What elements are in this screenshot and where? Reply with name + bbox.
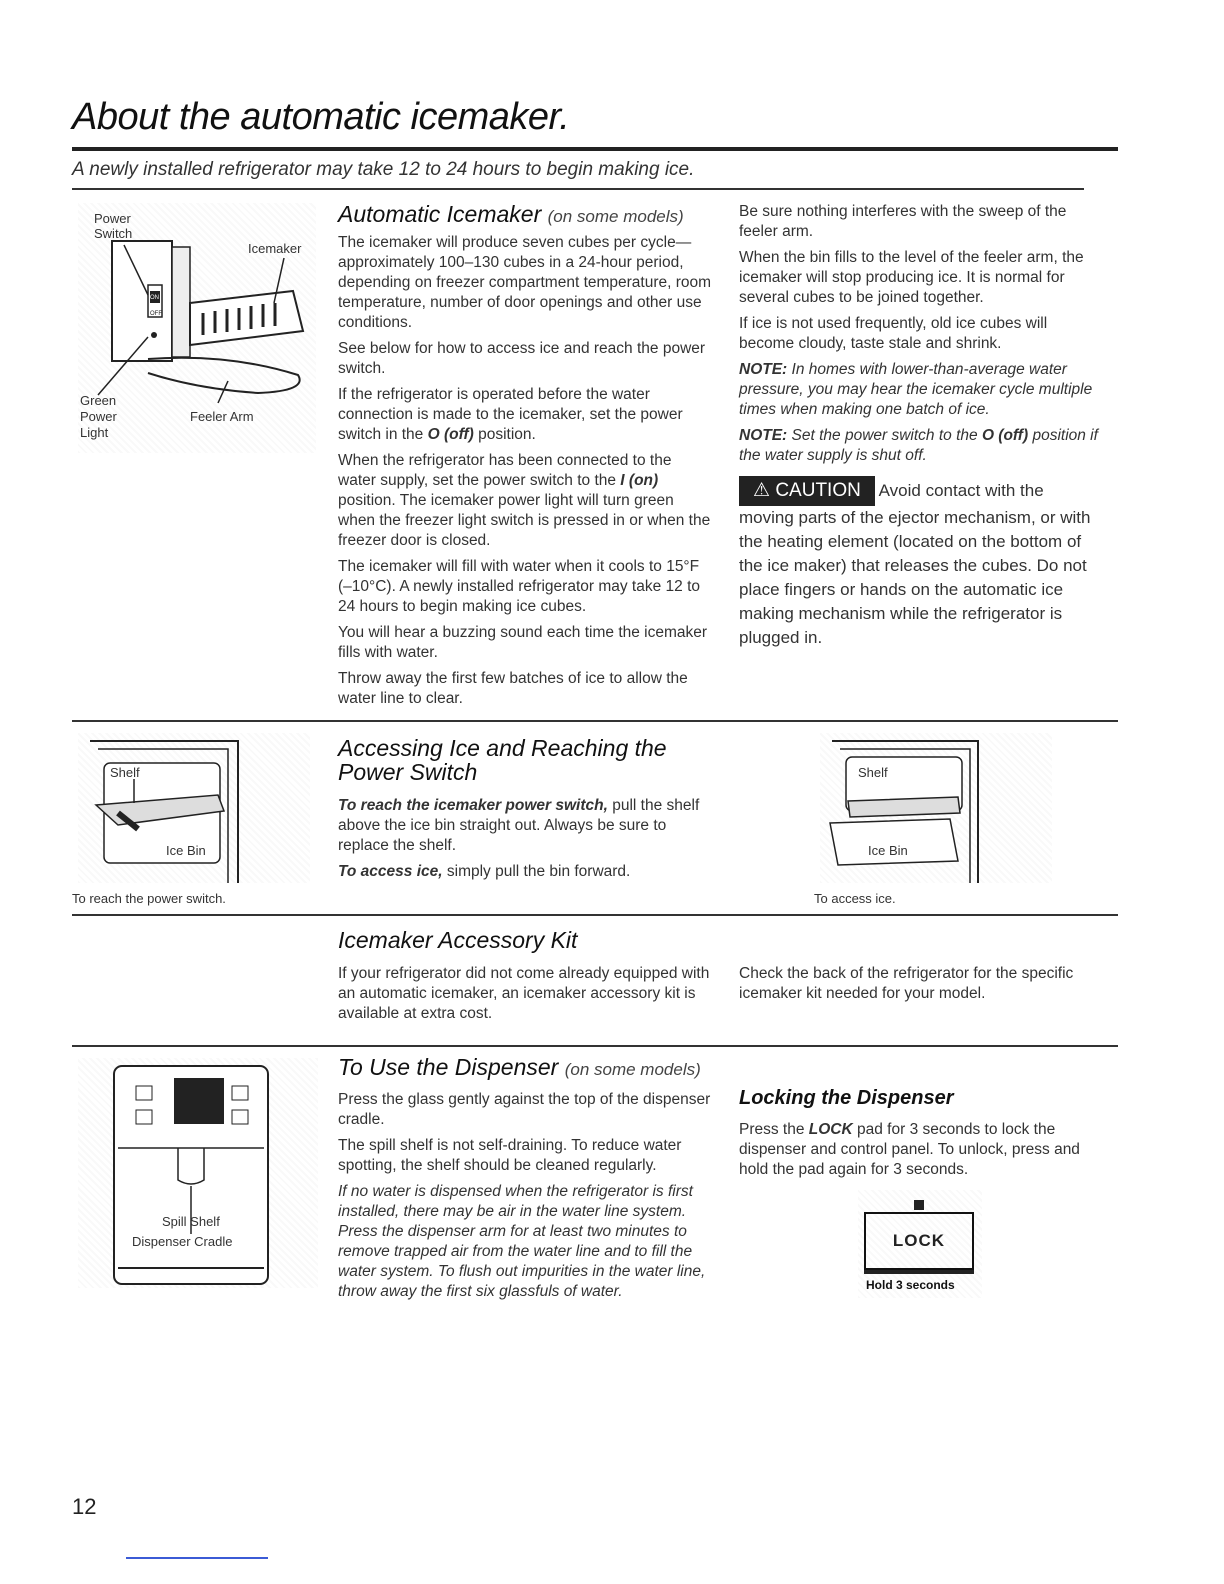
right-p2: When the bin fills to the level of the feeler arm, the icemaker will stop producing ice. It is normal for several cubes to be joined together. xyxy=(739,249,1084,306)
auto-p3 xyxy=(338,385,712,445)
auto-p4a: When the refrigerator has been connected to the water supply, set the power switch to the xyxy=(338,452,672,489)
fig-left-shelf-label: Shelf xyxy=(110,765,140,780)
title-rule xyxy=(72,147,1118,151)
accessing-heading xyxy=(338,736,718,784)
lock-button[interactable]: LOCK xyxy=(864,1212,974,1270)
fig-power-label: Power xyxy=(94,211,131,226)
power-switch-figure xyxy=(78,733,310,883)
subtitle-rule xyxy=(72,188,1084,190)
auto-p2: See below for how to access ice and reach the power switch. xyxy=(338,340,706,377)
fig-spill-shelf-label: Spill Shelf xyxy=(162,1214,220,1229)
note-2-label: NOTE: xyxy=(739,427,788,444)
auto-p6: You will hear a buzzing sound each time the icemaker fills with water. xyxy=(338,624,708,661)
accessing-p1-label: To reach the icemaker power switch, xyxy=(338,797,608,814)
automatic-title: Automatic Icemaker xyxy=(338,201,542,227)
lock-indicator-icon xyxy=(914,1200,924,1210)
auto-p7: Throw away the first few batches of ice to allow the water line to clear. xyxy=(338,670,688,707)
right-p3: If ice is not used frequently, old ice cubes will become cloudy, taste stale and shrink. xyxy=(739,315,1048,352)
page-title: About the automatic icemaker. xyxy=(72,96,570,138)
section-rule-3 xyxy=(72,1045,1118,1047)
kit-p1: If your refrigerator did not come already equipped with an automatic icemaker, an icemaker accessory kit is available at extra cost. xyxy=(338,965,710,1022)
dispenser-p3: If no water is dispensed when the refrigerator is first installed, there may be air in the water line system. Press the dispenser arm for at least two minutes to remove trapped air from the water line and to fill the water system. To flush out impurities in the water line, throw away the first six glassfuls of water. xyxy=(338,1183,706,1300)
auto-p4c: position. The icemaker power light will turn green when the freezer light switch is pressed in or when the freezer door is closed. xyxy=(338,492,711,549)
accessing-section xyxy=(338,736,718,888)
dispenser-p2: The spill shelf is not self-draining. To reduce water spotting, the shelf should be cleaned regularly. xyxy=(338,1137,682,1174)
hold-label: Hold 3 seconds xyxy=(866,1278,955,1292)
dispenser-title-note: (on some models) xyxy=(564,1060,701,1079)
fig-left-bin-label: Ice Bin xyxy=(166,843,206,858)
section-rule-2 xyxy=(72,914,1118,916)
accessing-p1 xyxy=(338,796,718,856)
automatic-title-note: (on some models) xyxy=(547,207,684,226)
automatic-icemaker-heading xyxy=(338,202,712,229)
icemaker-figure xyxy=(78,203,316,453)
power-switch-caption: To reach the power switch. xyxy=(72,891,226,906)
accessing-title-line1: Accessing Ice and Reaching the xyxy=(338,735,667,761)
accessing-p2-label: To access ice, xyxy=(338,863,443,880)
note-2a: Set the power switch to the xyxy=(787,427,982,444)
accessing-title-line2: Power Switch xyxy=(338,759,478,785)
auto-p4b: I (on) xyxy=(620,472,659,489)
icemaker-illustration xyxy=(78,203,316,453)
auto-p5: The icemaker will fill with water when it cools to 15°F (–10°C). A newly installed refrigerator may take 12 to 24 hours to begin making ice cubes. xyxy=(338,558,701,615)
locking-p1a: Press the xyxy=(739,1121,809,1138)
access-ice-caption: To access ice. xyxy=(814,891,896,906)
locking-p1b: LOCK xyxy=(808,1121,853,1138)
switch-off-label: OFF xyxy=(150,311,162,317)
footer-line xyxy=(126,1557,268,1559)
fig-dispenser-cradle-label: Dispenser Cradle xyxy=(132,1234,233,1249)
fig-right-bin-label: Ice Bin xyxy=(868,843,908,858)
note-2 xyxy=(739,426,1099,466)
accessing-p1-text: pull the shelf above the ice bin straight out. Always be sure to replace the shelf. xyxy=(338,797,700,854)
fig-green-label: Green xyxy=(80,393,117,408)
auto-p1: The icemaker will produce seven cubes per cycle—approximately 100–130 cubes in a 24-hour period, depending on freezer compartment temperature, room temperature, number of door openings and other use conditions. xyxy=(338,234,712,331)
note-1 xyxy=(739,360,1099,420)
locking-p1 xyxy=(739,1120,1099,1180)
right-p1: Be sure nothing interferes with the sweep of the feeler arm. xyxy=(739,203,1067,240)
note-1-label: NOTE: xyxy=(739,361,788,378)
dispenser-title: To Use the Dispenser xyxy=(338,1054,559,1080)
fig-icemaker-label: Icemaker xyxy=(248,241,302,256)
access-ice-figure xyxy=(820,733,1052,883)
auto-p3a: If the refrigerator is operated before the water connection is made to the icemaker, set the power switch in the xyxy=(338,386,683,443)
right-column xyxy=(739,202,1099,650)
note-2c: position if the water supply is shut off. xyxy=(739,427,1098,464)
lock-pad-base xyxy=(864,1270,974,1274)
dispenser-p1: Press the glass gently against the top of the dispenser cradle. xyxy=(338,1091,711,1128)
caution-block xyxy=(739,476,1099,650)
fig-right-shelf-label: Shelf xyxy=(858,765,888,780)
auto-p4 xyxy=(338,451,712,551)
locking-p1c: pad for 3 seconds to lock the dispenser and control panel. To unlock, press and hold the pad again for 3 seconds. xyxy=(739,1121,1080,1178)
section-rule-1 xyxy=(72,720,1118,722)
locking-section xyxy=(739,1086,1099,1186)
access-ice-illustration xyxy=(820,733,1052,883)
accessing-p2 xyxy=(338,862,718,882)
caution-text: Avoid contact with the moving parts of the ejector mechanism, or with the heating element (located on the bottom of the ice maker) that releases the cubes. Do not place fingers or hands on the automatic ice making mechanism while the refrigerator is plugged in. xyxy=(739,481,1091,647)
caution-label: CAUTION xyxy=(775,480,861,501)
page-subtitle: A newly installed refrigerator may take 12 to 24 hours to begin making ice. xyxy=(72,159,695,180)
fig-feeler-arm-label: Feeler Arm xyxy=(190,409,254,424)
dispenser-section xyxy=(338,1055,718,1308)
dispenser-illustration xyxy=(78,1058,318,1288)
fig-switch-label: Switch xyxy=(94,226,133,241)
note-2b: O (off) xyxy=(981,427,1029,444)
dispenser-figure xyxy=(78,1058,318,1288)
kit-heading: Icemaker Accessory Kit xyxy=(338,927,578,953)
page-number: 12 xyxy=(72,1494,97,1519)
accessing-p2-text: simply pull the bin forward. xyxy=(442,863,631,880)
automatic-icemaker-section xyxy=(338,202,712,715)
locking-heading: Locking the Dispenser xyxy=(739,1087,954,1109)
kit-p2: Check the back of the refrigerator for the specific icemaker kit needed for your model. xyxy=(739,965,1074,1002)
fig-light-label: Light xyxy=(80,425,109,440)
warning-triangle-icon: ⚠ xyxy=(753,480,771,501)
dispenser-heading xyxy=(338,1055,718,1082)
auto-p3b: O (off) xyxy=(427,426,474,443)
fig-power-light-label: Power xyxy=(80,409,117,424)
lock-figure xyxy=(858,1190,982,1298)
power-switch-illustration xyxy=(78,733,310,883)
auto-p3c: position. xyxy=(473,426,536,443)
switch-on-label: ON xyxy=(150,295,159,301)
caution-badge xyxy=(739,476,875,506)
note-1-text: In homes with lower-than-average water pressure, you may hear the icemaker cycle multiple times when making one batch of ice. xyxy=(739,361,1093,418)
